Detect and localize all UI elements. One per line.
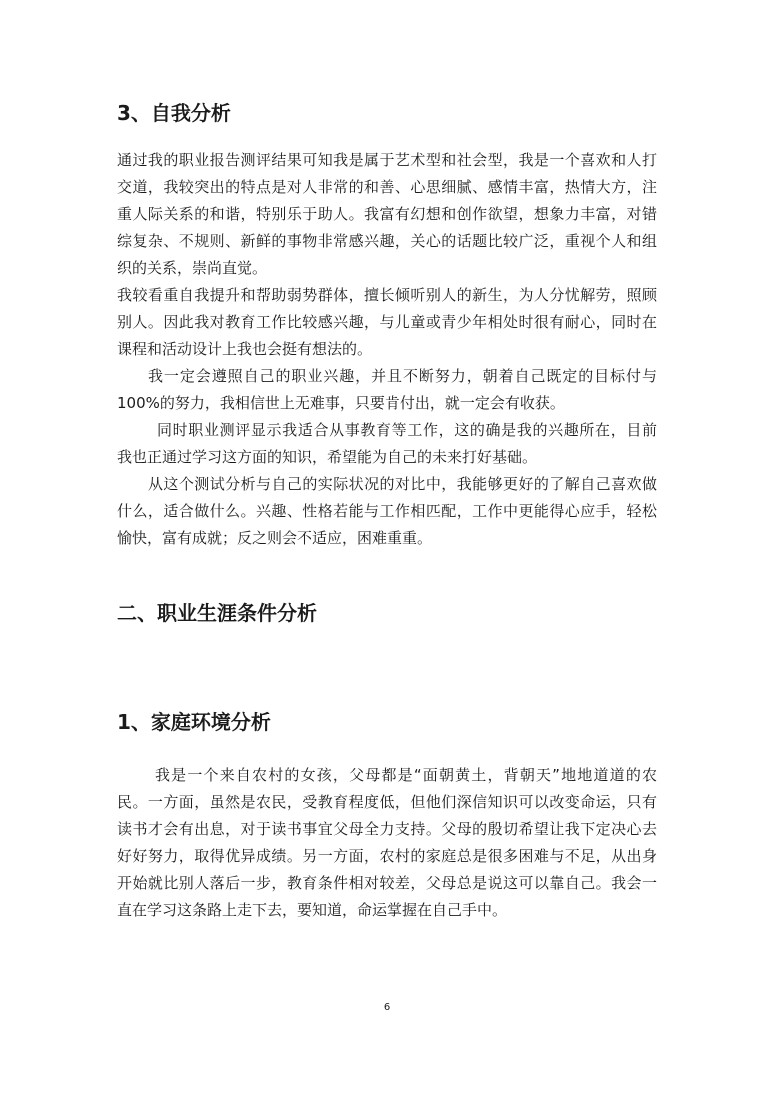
text-line: 课程和活动设计上我也会挺有想法的。 [117,340,373,358]
section-heading-self-analysis: 3、自我分析 [117,101,231,125]
text-line: 交道，我较突出的特点是对人非常的和善、心思细腻、感情丰富，热情大方，注 [117,178,657,196]
paragraph [117,471,657,552]
self-analysis-body [117,147,657,552]
text-line: 我较看重自我提升和帮助弱势群体，擅长倾听别人的新生，为人分忧解劳，照顾 [117,286,657,304]
family-environment-body [117,762,657,924]
text-line: 同时职业测评显示我适合从事教育等工作，这的确是我的兴趣所在，目前 [157,421,657,439]
page-number: 6 [383,1002,391,1013]
text-line: 我一定会遵照自己的职业兴趣，并且不断努力，朝着自己既定的目标付与 [148,367,657,385]
text-line: 我也正通过学习这方面的知识，希望能为自己的未来打好基础。 [117,448,538,466]
text-line: 好好努力，取得优异成绩。另一方面，农村的家庭总是很多困难与不足，从出身 [117,847,657,865]
text-line: 重人际关系的和谐，特别乐于助人。我富有幻想和创作欲望，想象力丰富，对错 [117,205,657,223]
paragraph [117,147,657,282]
text-line: 我是一个来自农村的女孩，父母都是“面朝黄土，背朝天”地地道道的农 [155,766,657,784]
paragraph [117,417,657,471]
paragraph [117,282,657,363]
text-line: 通过我的职业报告测评结果可知我是属于艺术型和社会型，我是一个喜欢和人打 [117,151,657,169]
text-line: 100%的努力，我相信世上无难事，只要肯付出，就一定会有收获。 [117,394,565,412]
text-line: 织的关系，崇尚直觉。 [117,259,268,277]
text-line: 愉快，富有成就；反之则会不适应，困难重重。 [117,529,433,547]
text-line: 直在学习这条路上走下去，要知道，命运掌握在自己手中。 [117,901,508,919]
section-heading-family-environment: 1、家庭环境分析 [117,710,271,734]
text-line: 什么，适合做什么。兴趣、性格若能与工作相匹配，工作中更能得心应手，轻松 [117,502,657,520]
section-heading-career-conditions: 二、职业生涯条件分析 [117,601,317,625]
text-line: 民。一方面，虽然是农民，受教育程度低，但他们深信知识可以改变命运，只有 [117,793,657,811]
paragraph [117,762,657,924]
text-line: 从这个测试分析与自己的实际状况的对比中，我能够更好的了解自己喜欢做 [148,475,657,493]
text-line: 读书才会有出息，对于读书事宜父母全力支持。父母的殷切希望让我下定决心去 [117,820,657,838]
paragraph [117,363,657,417]
text-line: 开始就比别人落后一步，教育条件相对较差，父母总是说这可以靠自己。我会一 [117,874,657,892]
text-line: 别人。因此我对教育工作比较感兴趣，与儿童或青少年相处时很有耐心，同时在 [117,313,657,331]
text-line: 综复杂、不规则、新鲜的事物非常感兴趣，关心的话题比较广泛，重视个人和组 [117,232,657,250]
